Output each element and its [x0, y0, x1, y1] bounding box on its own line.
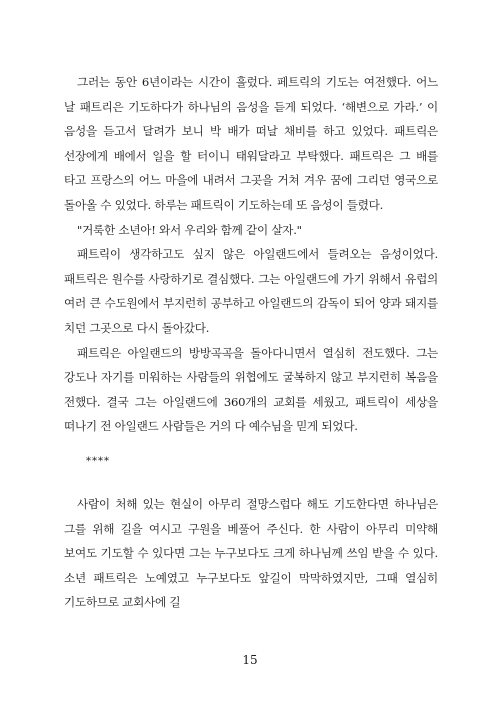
page-number: 15	[242, 653, 258, 667]
paragraph-1: 그러는 동안 6년이라는 시간이 흘렀다. 페트릭의 기도는 여전했다. 어느 날 패트리은 기도하다가 하나님의 음성을 듣게 되었다. ‘해변으로 가라.’ 이 음성을 듣고서 달려가 보니 박 배가 떠날 채비를 하고 있었다. 패트릭은 선장에게 배에서 일을 할 터이니 태워달라고 부탁했다. 패트릭은 그 배를 타고 프랑스의 어느 마을에 내려서 그곳을 거쳐 겨우 꿈에 그리던 영국으로 돌아올 수 있었다. 하루는 패트릭이 기도하는데 또 음성이 들렸다.	[64, 75, 438, 212]
section-separator: ****	[86, 456, 110, 467]
paragraph-3: 패트릭은 아일랜드의 방방곡곡을 돌아다니면서 열심히 전도했다. 그는 강도나 자기를 미워하는 사람들의 위협에도 굴복하지 않고 부지런히 복음을 전했다. 결국 그는 아일랜드에 360개의 교회를 세웠고, 패트릭이 세상을 떠나기 전 아일랜드 사람들은 거의 다 예수님을 믿게 되었다.	[64, 345, 438, 434]
paragraph-quote: "거룩한 소년아! 와서 우리와 함께 같이 살자."	[77, 222, 302, 237]
main-text-block	[64, 70, 438, 439]
paragraph-4: 사람이 처해 있는 현실이 아무리 절망스럽다 해도 기도한다면 하나님은 그를 위해 길을 여시고 구원을 베풀어 주신다. 한 사람이 아무리 미약해 보여도 기도할 수 있다면 그는 누구보다도 크게 하나님께 쓰임 받을 수 있다. 소년 패트릭은 노예였고 누구보다도 앞길이 막막하였지만, 그때 열심히 기도하므로 교회사에 길	[64, 497, 438, 610]
closing-text-block	[64, 492, 438, 615]
paragraph-2: 패트릭이 생각하고도 싶지 않은 아일랜드에서 들려오는 음성이었다. 패트릭은 원수를 사랑하기로 결심했다. 그는 아일랜드에 가기 위해서 유럽의 여러 큰 수도원에서 부지런히 공부하고 아일랜드의 감독이 되어 양과 돼지를 치던 그곳으로 다시 돌아갔다.	[64, 247, 438, 335]
